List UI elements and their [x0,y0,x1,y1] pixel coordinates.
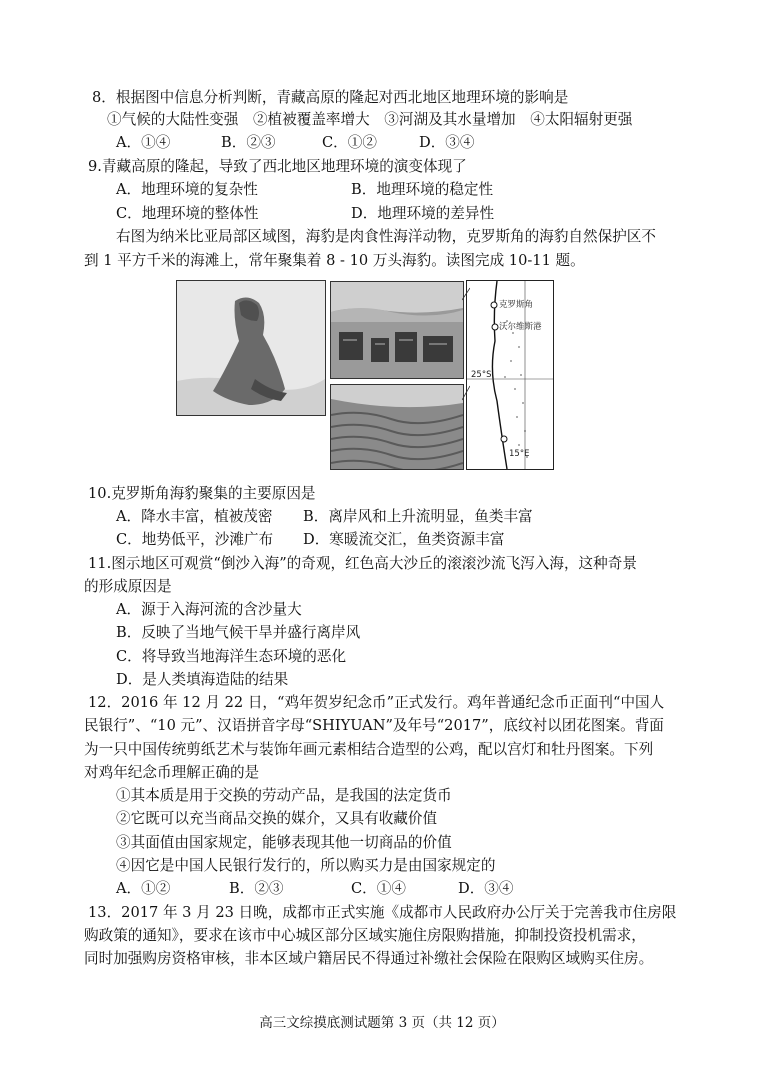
q8-option-a: A．①④ [116,134,171,151]
q10-option-c: C．地势低平，沙滩广布 [116,531,274,548]
q9-option-c: C．地理环境的整体性 [116,205,259,222]
q11-option-a: A．源于入海河流的含沙量大 [116,601,302,618]
q12-option-b: B．②③ [229,880,284,897]
q8-option-c: C．①② [322,134,377,151]
q11-stem-line-1: 11.图示地区可观赏“倒沙入海”的奇观，红色高大沙丘的滚滚沙流飞泻入海，这种奇景 [88,555,637,572]
q11-option-b: B．反映了当地气候干旱并盛行离岸风 [116,624,361,641]
seal-photo [176,280,326,416]
q12-option-d: D．③④ [458,880,514,897]
sand-dune-photo [330,384,464,470]
q13-line-2: 购政策的通知》，要求在该市中心城区部分区域实施住房限购措施，抑制投资投机需求， [84,927,646,944]
q10-stem: 10.克罗斯角海豹聚集的主要原因是 [88,485,316,502]
q12-option-c: C．①④ [351,880,406,897]
q10-option-a: A．降水丰富，植被茂密 [116,508,273,525]
q12-item-1: ①其本质是用于交换的劳动产品，是我国的法定货币 [116,787,452,804]
q12-line-1: 12．2016 年 12 月 22 日，“鸡年贺岁纪念币”正式发行。鸡年普通纪念币正面刊“中国人 [88,694,665,711]
map-label-cape-cross: 克罗斯角 [499,300,534,310]
q10-option-d: D．寒暖流交汇，鱼类资源丰富 [303,531,505,548]
q12-line-2: 民银行”、“10 元”、汉语拼音字母“SHIYUAN”及年号“2017”，底纹衬以团花图案。背面 [84,717,664,734]
q12-item-2: ②它既可以充当商品交换的媒介，又具有收藏价值 [116,810,438,827]
map-label-latitude: 25°S [471,370,492,380]
q9-stem: 9.青藏高原的隆起，导致了西北地区地理环境的演变体现了 [88,158,467,175]
q9-option-b: B．地理环境的稳定性 [351,181,494,198]
q12-line-4: 对鸡年纪念币理解正确的是 [84,764,260,781]
q8-stem: 8．根据图中信息分析判断，青藏高原的隆起对西北地区地理环境的影响是 [92,89,569,106]
intro-line-1: 右图为纳米比亚局部区域图，海豹是肉食性海洋动物，克罗斯角的海豹自然保护区不 [116,228,656,245]
q8-items: ①气候的大陆性变强 ②植被覆盖率增大 ③河湖及其水量增加 ④太阳辐射更强 [107,111,633,128]
q11-option-d: D．是人类填海造陆的结果 [116,671,289,688]
q8-option-d: D．③④ [419,134,475,151]
q9-option-d: D．地理环境的差异性 [351,205,495,222]
coast-seals-photo [330,281,464,379]
q12-line-3: 为一只中国传统剪纸艺术与装饰年画元素相结合造型的公鸡，配以宫灯和牡丹图案。下列 [84,741,654,758]
q12-option-a: A．①② [116,880,171,897]
q11-option-c: C．将导致当地海洋生态环境的恶化 [116,648,347,665]
figure-namibia [176,280,554,468]
q13-line-1: 13．2017 年 3 月 23 日晚，成都市正式实施《成都市人民政府办公厅关于完善我市住房限 [88,904,677,921]
map-label-walvis-bay: 沃尔维斯港 [499,322,542,332]
map-label-longitude: 15°E [509,449,530,459]
page-footer: 高三文综摸底测试题第 3 页（共 12 页） [259,1015,505,1031]
q11-stem-line-2: 的形成原因是 [84,578,172,595]
q13-line-3: 同时加强购房资格审核，非本区域户籍居民不得通过补缴社会保险在限购区域购买住房。 [84,950,654,967]
intro-line-2: 到 1 平方千米的海滩上，常年聚集着 8 - 10 万头海豹。读图完成 10-11 题。 [84,252,585,269]
figure-connector-lines [462,280,470,468]
q12-item-3: ③其面值由国家规定，能够表现其他一切商品的价值 [116,834,452,851]
q9-option-a: A．地理环境的复杂性 [116,181,258,198]
q8-option-b: B．②③ [221,134,276,151]
q12-item-4: ④因它是中国人民银行发行的，所以购买力是由国家规定的 [116,857,496,874]
q10-option-b: B．离岸风和上升流明显，鱼类丰富 [303,508,533,525]
namibia-coast-map [466,280,554,470]
